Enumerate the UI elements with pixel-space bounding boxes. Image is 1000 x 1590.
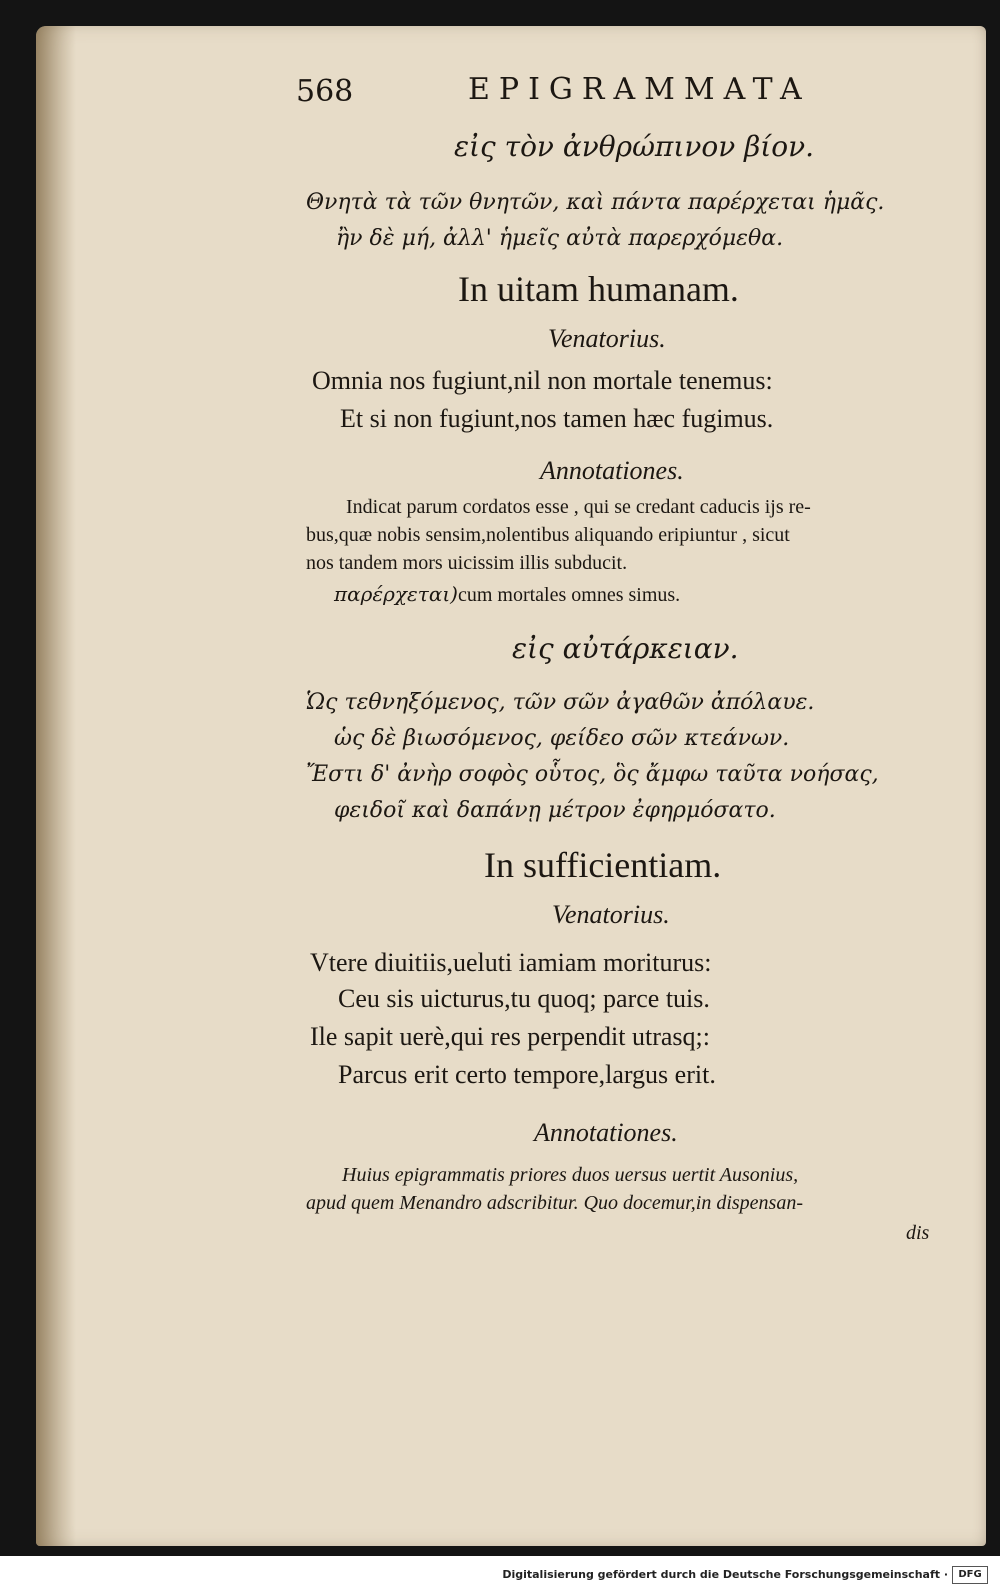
annotation-line-1-1: Indicat parum cordatos esse , qui se credant caducis ijs re- xyxy=(346,496,811,518)
annotation-line-1-3: nos tandem mors uicissim illis subducit. xyxy=(306,552,628,574)
verse-2-4: Parcus erit certo tempore,largus erit. xyxy=(338,1060,716,1089)
annotation-note-latin: cum mortales omnes simus. xyxy=(457,584,681,606)
greek-title-1: εἰς τὸν ἀνθρώπινον βίον. xyxy=(454,130,815,163)
catchword: dis xyxy=(906,1222,930,1244)
annotation-line-1-2: bus,quæ nobis sensim,nolentibus aliquando eripiuntur , sicut xyxy=(306,524,790,546)
verse-2-1: Vtere diuitiis,ueluti iamiam moriturus: xyxy=(310,948,712,977)
verse-1-1: Omnia nos fugiunt,nil non mortale tenemus: xyxy=(312,366,773,395)
greek-line-2-1: Ὡς τεθνηξόμενος, τῶν σῶν ἀγαθῶν ἀπόλαυε. xyxy=(306,690,815,715)
dfg-logo-icon[interactable]: DFG xyxy=(952,1566,988,1584)
author-2: Venatorius. xyxy=(552,900,670,929)
greek-title-2: εἰς αὐτάρκειαν. xyxy=(512,632,739,665)
verse-2-2: Ceu sis uicturus,tu quoq; parce tuis. xyxy=(338,984,710,1013)
running-title: EPIGRAMMATA xyxy=(468,72,811,107)
verse-1-2: Et si non fugiunt,nos tamen hæc fugimus. xyxy=(340,404,774,433)
annotation-line-2-1: Huius epigrammatis priores duos uersus uertit Ausonius, xyxy=(342,1164,799,1186)
annotation-heading-1: Annotationes. xyxy=(540,456,684,485)
verse-2-3: Ile sapit uerè,qui res perpendit utrasq;: xyxy=(310,1022,710,1051)
latin-title-1: In uitam humanam. xyxy=(458,269,739,309)
greek-line-1-2: ἢν δὲ μή, ἀλλ' ἡμεῖς αὐτὰ παρερχόμεθα. xyxy=(336,226,784,251)
annotation-heading-2: Annotationes. xyxy=(534,1118,678,1147)
latin-title-2: In sufficientiam. xyxy=(484,845,722,885)
greek-line-2-3: Ἔστι δ' ἀνὴρ σοφὸς οὗτος, ὃς ἄμφω ταῦτα νοήσας, xyxy=(306,762,879,787)
spine-shadow xyxy=(36,26,76,1546)
greek-line-1-1: Θνητὰ τὰ τῶν θνητῶν, καὶ πάντα παρέρχεται ἡμᾶς. xyxy=(306,190,885,215)
funding-credit: Digitalisierung gefördert durch die Deutsche Forschungsgemeinschaft · xyxy=(502,1568,948,1581)
greek-line-2-4: φειδοῖ καὶ δαπάνῃ μέτρον ἐφηρμόσατο. xyxy=(334,798,776,823)
annotation-note-greek: παρέρχεται) xyxy=(334,582,458,606)
greek-line-2-2: ὡς δὲ βιωσόμενος, φείδεο σῶν κτεάνων. xyxy=(334,726,790,751)
page-number: 568 xyxy=(296,74,354,109)
annotation-line-2-2: apud quem Menandro adscribitur. Quo docemur,in dispensan- xyxy=(306,1192,804,1214)
author-1: Venatorius. xyxy=(548,324,666,353)
annotation-note-1 xyxy=(334,582,680,607)
